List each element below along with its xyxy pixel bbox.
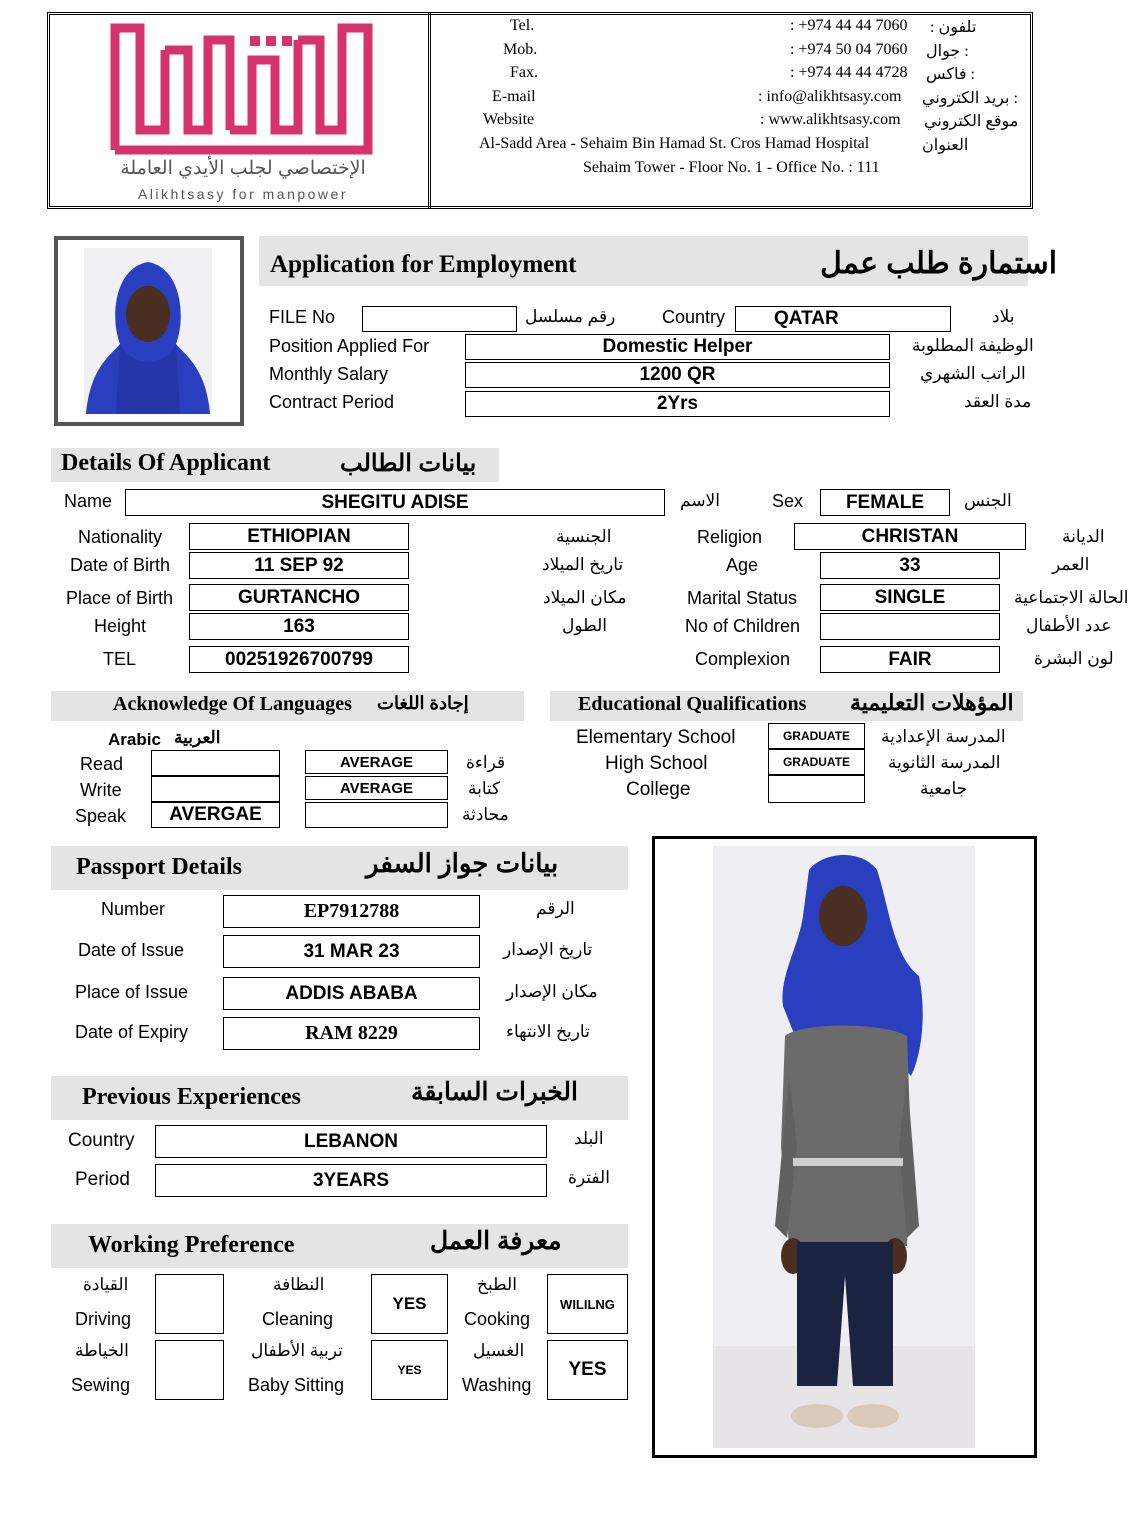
position-field[interactable]: Domestic Helper [465,334,890,360]
country-arabic: بلاد [992,307,1015,326]
name-field[interactable]: SHEGITU ADISE [125,489,665,516]
experience-period-field[interactable]: 3YEARS [155,1164,547,1197]
age-field[interactable]: 33 [820,552,1000,579]
education-row-arabic: المدرسة الإعدادية [881,727,1006,746]
experience-country-field[interactable]: LEBANON [155,1125,547,1158]
applicant-title: Details Of Applicant [61,450,271,476]
passport-row-arabic: تاريخ الانتهاء [506,1022,590,1041]
religion-field[interactable]: CHRISTAN [794,523,1026,550]
preference-title-arabic: معرفة العمل [430,1227,562,1255]
baby-sitting-arabic: تربية الأطفال [251,1341,343,1360]
passport-row-arabic: الرقم [536,899,575,918]
preference-title: Working Preference [88,1232,295,1258]
pob-field[interactable]: GURTANCHO [189,584,409,611]
name-label: Name [64,491,113,511]
dob-label: Date of Birth [70,555,171,575]
read-arabic: قراءة [466,753,506,772]
arabic-read-field[interactable] [151,750,280,776]
height-field[interactable]: 163 [189,613,409,640]
pob-label: Place of Birth [66,588,174,608]
passport-row-arabic: تاريخ الإصدار [503,940,593,959]
application-title: Application for Employment [270,251,577,278]
passport-row-label: Date of Expiry [75,1022,189,1042]
education-title: Educational Qualifications [578,693,807,715]
education-row-arabic: جامعية [920,779,968,798]
baby-sitting-field[interactable]: YES [371,1340,448,1400]
tel-field[interactable]: 00251926700799 [189,646,409,673]
passport-row-value[interactable]: RAM 8229 [223,1017,480,1050]
contract-field[interactable]: 2Yrs [465,391,890,417]
contact-website-label: Website [483,111,535,128]
english-read-field[interactable]: AVERAGE [305,750,448,774]
passport-row-label: Date of Issue [78,940,185,960]
address-label-arabic: العنوان [922,137,969,154]
passport-row-arabic: مكان الإصدار [506,982,598,1001]
education-title-arabic: المؤهلات التعليمية [850,690,1014,715]
contact-mob-value: : +974 50 04 7060 [790,41,908,58]
marital-arabic: الحالة الاجتماعية [1014,588,1129,607]
languages-title-arabic: إجادة اللغات [377,693,469,713]
sewing-label: Sewing [71,1375,131,1395]
position-label: Position Applied For [269,336,430,356]
passport-title: Passport Details [76,854,242,880]
passport-row-value[interactable]: 31 MAR 23 [223,935,480,968]
english-write-field[interactable]: AVERAGE [305,776,448,800]
full-body-photo [713,846,975,1448]
applicant-title-arabic: بيانات الطالب [340,450,477,477]
contact-fax-arabic: : فاكس [926,66,975,83]
passport-row-label: Number [101,899,166,919]
name-arabic: الاسم [680,491,720,510]
passport-row-value[interactable]: EP7912788 [223,895,480,928]
position-arabic: الوظيفة المطلوبة [912,336,1034,355]
complexion-label: Complexion [695,649,791,669]
experience-title-arabic: الخبرات السابقة [411,1078,578,1106]
children-label: No of Children [685,616,801,636]
experience-title: Previous Experiences [82,1084,301,1110]
speak-label: Speak [75,806,127,826]
washing-arabic: الغسيل [473,1341,525,1360]
pob-arabic: مكان الميلاد [543,588,627,607]
education-row-value[interactable]: GRADUATE [768,723,865,749]
height-label: Height [94,616,147,636]
contact-email-arabic: : بريد الكتروني [922,90,1018,107]
complexion-arabic: لون البشرة [1034,649,1114,668]
children-arabic: عدد الأطفال [1026,616,1112,635]
contract-arabic: مدة العقد [964,392,1032,411]
address-line1: Al-Sadd Area - Sehaim Bin Hamad St. Cros Hamad Hospital [479,135,870,152]
arabic-write-field[interactable] [151,776,280,802]
age-arabic: العمر [1052,555,1090,574]
cleaning-field[interactable]: YES [371,1274,448,1334]
logo-arabic-name: الإختصاصي لجلب الأيدي العاملة [120,158,366,179]
marital-field[interactable]: SINGLE [820,584,1000,611]
religion-label: Religion [697,527,763,547]
nationality-arabic: الجنسية [556,527,612,546]
cleaning-arabic: النظافة [273,1275,325,1294]
age-label: Age [726,555,759,575]
sex-arabic: الجنس [964,491,1012,510]
experience-country-arabic: البلد [574,1129,604,1148]
letterhead-divider [428,12,432,209]
washing-label: Washing [462,1375,532,1395]
arabic-column-arabic: العربية [174,728,221,747]
contact-email-value[interactable]: : info@alikhtsasy.com [758,88,902,105]
cooking-arabic: الطبخ [477,1275,517,1294]
passport-photo [84,248,212,414]
sex-label: Sex [772,491,804,511]
file-no-field[interactable] [362,306,517,332]
contact-mob-label: Mob. [503,41,538,58]
file-no-label: FILE No [269,307,336,327]
experience-period-arabic: الفترة [568,1168,610,1187]
driving-label: Driving [75,1309,132,1329]
contact-email-label: E-mail [492,88,536,105]
complexion-field[interactable]: FAIR [820,646,1000,673]
contact-website-value[interactable]: : www.alikhtsasy.com [760,111,901,128]
contact-website-arabic: موقع الكتروني [924,113,1019,130]
read-label: Read [80,754,124,774]
children-field[interactable] [820,613,1000,640]
education-row-value[interactable] [768,775,865,803]
passport-row-label: Place of Issue [75,982,189,1002]
marital-label: Marital Status [687,588,798,608]
washing-field[interactable]: YES [547,1340,628,1400]
salary-field[interactable]: 1200 QR [465,362,890,388]
write-label: Write [80,780,122,800]
tel-label: TEL [103,649,137,669]
arabic-speak-field[interactable]: AVERGAE [151,802,280,828]
salary-arabic: الراتب الشهري [920,364,1026,383]
cooking-field[interactable]: WILILNG [547,1274,628,1334]
languages-title: Acknowledge Of Languages [113,693,352,715]
religion-arabic: الديانة [1062,527,1105,546]
country-label: Country [662,307,726,327]
contact-mob-arabic: : جوال [926,43,969,60]
dob-arabic: تاريخ الميلاد [542,555,624,574]
logo-latin-name: Alikhtsasy for manpower [137,186,348,202]
passport-row-value[interactable]: ADDIS ABABA [223,977,480,1010]
experience-country-label: Country [68,1130,135,1151]
sex-field[interactable]: FEMALE [820,489,950,516]
cleaning-label: Cleaning [262,1309,334,1329]
contact-fax-value: : +974 44 44 4728 [790,64,908,81]
address-line2: Sehaim Tower - Floor No. 1 - Office No. : 111 [583,159,880,176]
country-field[interactable]: QATAR [735,306,951,332]
driving-arabic: القيادة [83,1275,129,1294]
file-no-arabic: رقم مسلسل [525,307,616,326]
nationality-label: Nationality [78,527,163,547]
sewing-arabic: الخياطة [75,1341,129,1360]
nationality-field[interactable]: ETHIOPIAN [189,523,409,550]
education-row-label: High School [605,753,708,774]
education-row-arabic: المدرسة الثانوية [888,753,1001,772]
contact-tel-label: Tel. [510,17,535,34]
height-arabic: الطول [562,616,607,635]
salary-label: Monthly Salary [269,364,389,384]
dob-field[interactable]: 11 SEP 92 [189,552,409,579]
write-arabic: كتابة [468,779,501,798]
education-row-label: Elementary School [576,727,736,748]
education-row-value[interactable]: GRADUATE [768,749,865,775]
driving-field[interactable] [155,1274,224,1334]
company-logo [110,20,376,158]
cooking-label: Cooking [464,1309,531,1329]
contact-fax-label: Fax. [510,64,538,81]
english-speak-field[interactable] [305,802,448,828]
contact-tel-value: : +974 44 44 7060 [790,17,908,34]
sewing-field[interactable] [155,1340,224,1400]
arabic-column-label: Arabic [108,730,161,749]
experience-period-label: Period [75,1169,130,1190]
contact-tel-arabic: تلفون : [930,19,977,36]
passport-title-arabic: بيانات جواز السفر [366,848,559,878]
contract-label: Contract Period [269,392,395,412]
speak-arabic: محادثة [462,805,509,824]
education-row-label: College [626,779,691,800]
baby-sitting-label: Baby Sitting [248,1375,345,1395]
application-title-arabic: استمارة طلب عمل [820,247,1058,280]
